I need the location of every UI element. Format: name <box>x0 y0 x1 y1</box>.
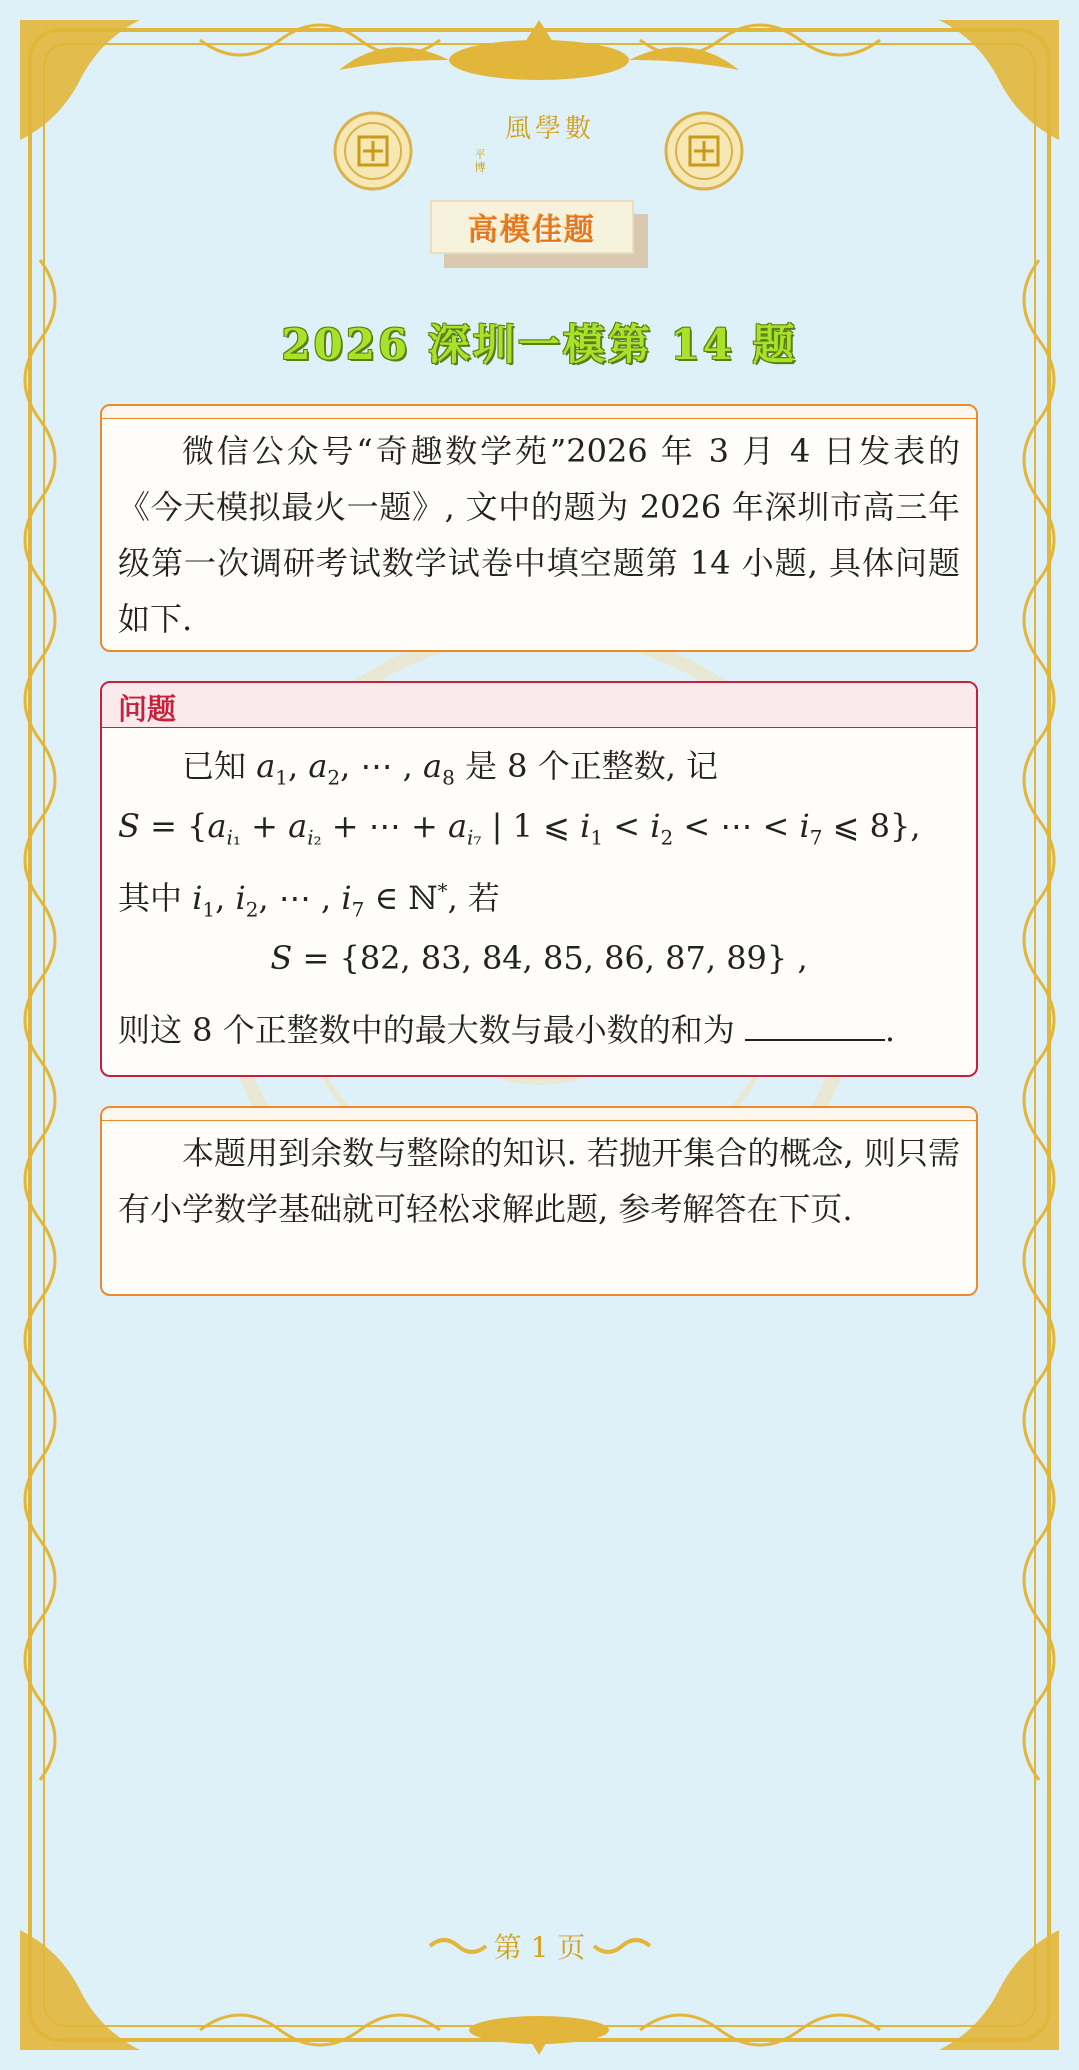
note-text: 本题用到余数与整除的知识. 若抛开集合的概念, 则只需有小学数学基础就可轻松求解此题, 参考解答在下页. <box>118 1134 960 1228</box>
right-swirl-icon <box>592 1934 652 1958</box>
problem-line-5-text: 则这 8 个正整数中的最大数与最小数的和为 <box>118 1011 735 1049</box>
answer-blank <box>745 1011 885 1041</box>
tag-label: 高模佳题 <box>430 200 634 254</box>
problem-line-3-a: 其中 <box>118 879 193 917</box>
brand-logo-text: 風學數 <box>504 114 595 144</box>
problem-line-5: 则这 8 个正整数中的最大数与最小数的和为 . <box>118 1011 896 1049</box>
note-box <box>100 1106 978 1296</box>
intro-text: 微信公众号“奇趣数学苑”2026 年 3 月 4 日发表的《今天模拟最火一题》, 文中的题为 2026 年深圳市高三年级第一次调研考试数学试卷中填空题第 14 小题, 具体问题如下. <box>118 432 960 638</box>
problem-heading: 问题 <box>118 692 177 726</box>
problem-line-1: 已知 $a_1$, $a_2$, ⋯ , $a_8$ 是 8 个正整数, 记 <box>182 747 719 790</box>
problem-set-values: 82, 83, 84, 85, 86, 87, 89 <box>359 939 767 977</box>
brand-small-text: 平博 <box>474 148 486 174</box>
note-box-topbar <box>102 1108 976 1121</box>
page-title: 2026 深圳一模第 14 题 <box>281 320 798 369</box>
problem-line-3-b: , 若 <box>447 879 500 917</box>
problem-line-1-b: 是 8 个正整数, 记 <box>454 747 719 785</box>
seal-left-icon <box>332 110 414 192</box>
category-tag <box>430 200 634 254</box>
intro-box <box>100 404 978 652</box>
problem-line-2: $S = \{a_{i_1} + a_{i_2}$ + ⋯ + $a_{i_7}$ | 1 ⩽ $i_1 < i_2$ < ⋯ < $i_7$ ⩽ 8}, <box>118 807 921 850</box>
problem-line-1-a: 已知 <box>182 747 257 785</box>
seal-right-icon <box>663 110 745 192</box>
problem-box <box>100 681 978 1077</box>
problem-set-equation: S = {82, 83, 84, 85, 86, 87, 89} , <box>270 939 808 977</box>
intro-box-topbar <box>102 406 976 419</box>
problem-header <box>102 683 976 728</box>
page-number: 第 1 页 <box>493 1931 586 1964</box>
problem-line-3: 其中 $i_1$, $i_2$, ⋯ , $i_7$ ∈ ℕ*, 若 <box>118 878 500 922</box>
